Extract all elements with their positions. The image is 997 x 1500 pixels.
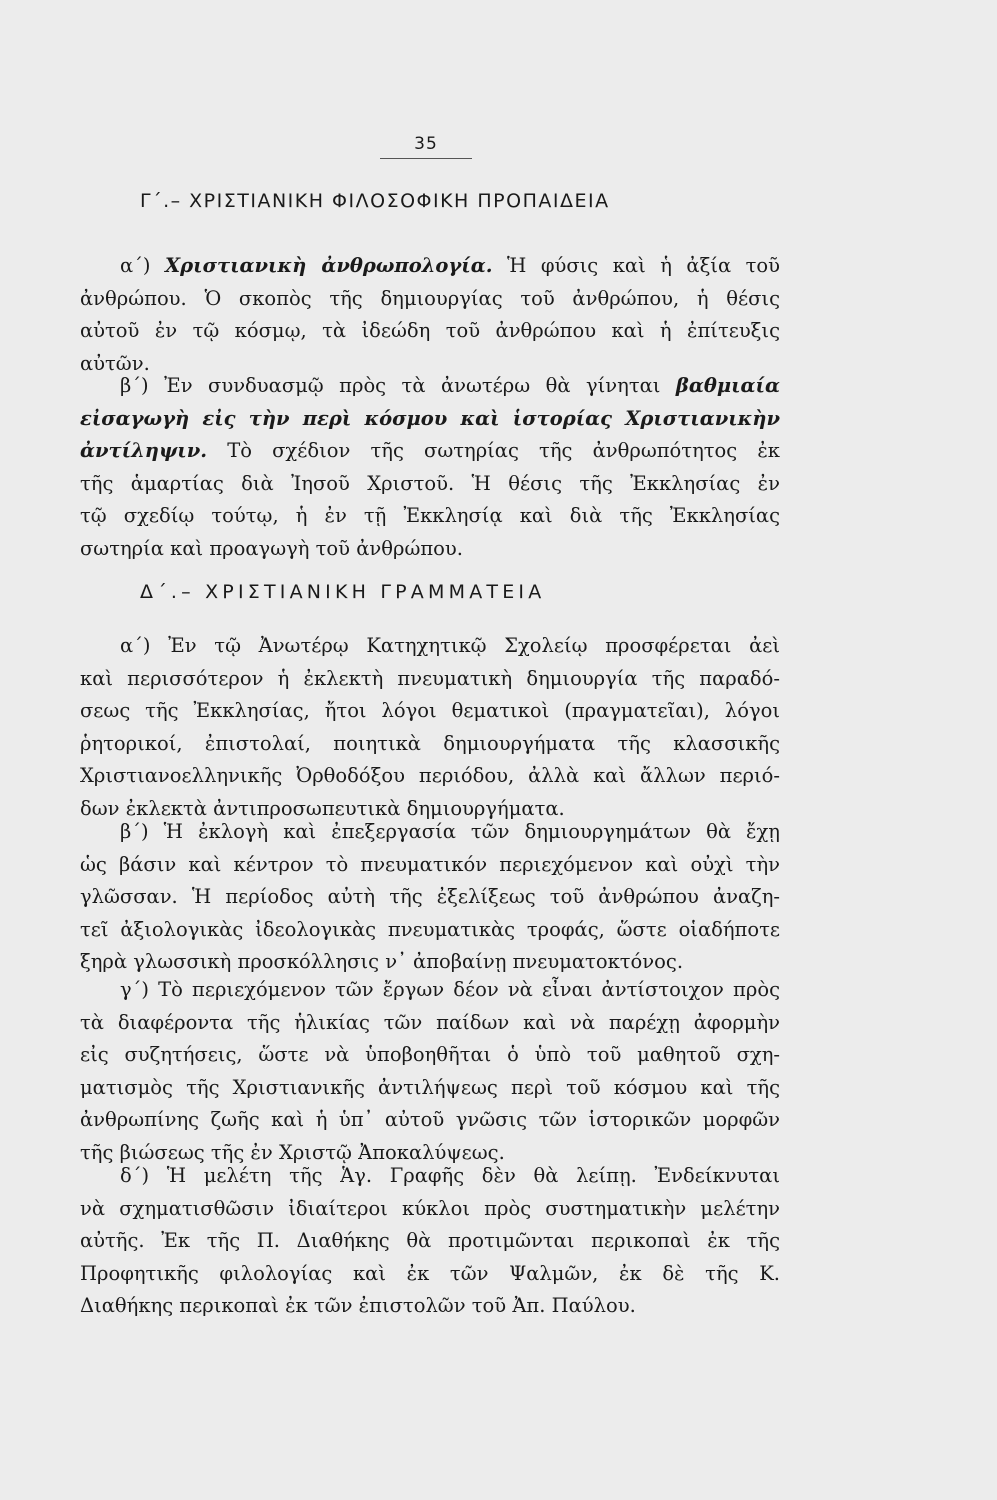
text-line: δ΄) Ἡ μελέτη τῆς Ἁγ. Γραφῆς δὲν θὰ λείπῃ. Ἐνδείκνυται [120, 1164, 780, 1187]
text-line: γλῶσσαν. Ἡ περίοδος αὐτὴ τῆς ἐξελίξεως τοῦ ἀνθρώπου ἀναζη- [80, 885, 780, 909]
text-line: δων ἐκλεκτὰ ἀντιπροσωπευτικὰ δημιουργήματα. [80, 796, 565, 820]
text-line: εἰς συζητήσεις, ὥστε νὰ ὑποβοηθῆται ὁ ὑπὸ τοῦ μαθητοῦ σχη- [80, 1043, 780, 1067]
text-line: τῆς ἁμαρτίας διὰ Ἰησοῦ Χριστοῦ. Ἡ θέσις τῆς Ἐκκλησίας ἐν [80, 471, 780, 495]
paragraph-d-c [80, 974, 780, 1170]
inline-emphasis: ἀντίληψιν. [80, 439, 208, 463]
paragraph-g-a [80, 250, 780, 380]
text-line: α΄) Χριστιανικὴ ἀνθρωπολογία. Ἡ φύσις καὶ ἡ ἀξία τοῦ [120, 254, 780, 277]
section-heading-g: Γ΄.– ΧΡΙΣΤΙΑΝΙΚΗ ΦΙΛΟΣΟΦΙΚΗ ΠΡΟΠΑΙΔΕΙΑ [140, 190, 610, 212]
section-heading-d: Δ΄.– ΧΡΙΣΤΙΑΝΙΚΗ ΓΡΑΜΜΑΤΕΙΑ [140, 581, 546, 603]
text-line: Χριστιανοελληνικῆς Ὀρθοδόξου περιόδου, ἀλλὰ καὶ ἄλλων περιό- [80, 764, 780, 788]
text-line: νὰ σχηματισθῶσιν ἰδιαίτεροι κύκλοι πρὸς συστηματικὴν μελέτην [80, 1196, 780, 1220]
text-line: ὡς βάσιν καὶ κέντρον τὸ πνευματικόν περιεχόμενον καὶ οὐχὶ τὴν [80, 852, 780, 876]
text-line: αὐτῆς. Ἐκ τῆς Π. Διαθήκης θὰ προτιμῶνται περικοπαὶ ἐκ τῆς [80, 1229, 780, 1253]
text-line: καὶ περισσότερον ἡ ἐκλεκτὴ πνευματικὴ δημιουργία τῆς παραδό- [80, 666, 780, 690]
text-line: σωτηρία καὶ προαγωγὴ τοῦ ἀνθρώπου. [80, 536, 463, 560]
text-line: β΄) Ἡ ἐκλογὴ καὶ ἐπεξεργασία τῶν δημιουργημάτων θὰ ἔχῃ [120, 820, 780, 843]
inline-emphasis: βαθμιαία [675, 374, 780, 397]
text-line: ἀνθρωπίνης ζωῆς καὶ ἡ ὑπ᾿ αὐτοῦ γνῶσις τῶν ἱστορικῶν μορφῶν [80, 1108, 780, 1132]
paragraph-d-b [80, 816, 780, 979]
text-line: ῥητορικοί, ἐπιστολαί, ποιητικὰ δημιουργήματα τῆς κλασσικῆς [80, 731, 780, 755]
inline-title: Χριστιανικὴ ἀνθρωπολογία. [165, 254, 493, 277]
text-line: τῆς βιώσεως τῆς ἐν Χριστῷ Ἀποκαλύψεως. [80, 1140, 505, 1164]
text-line: τὰ διαφέροντα τῆς ἡλικίας τῶν παίδων καὶ νὰ παρέχῃ ἀφορμὴν [80, 1010, 780, 1034]
text-line: Προφητικῆς φιλολογίας καὶ ἐκ τῶν Ψαλμῶν, ἐκ δὲ τῆς Κ. [80, 1261, 780, 1285]
paragraph-d-a [80, 630, 780, 826]
text-line: εἰσαγωγὴ εἰς τὴν περὶ κόσμου καὶ ἱστορίας Χριστιανικὴν [80, 406, 780, 430]
text-line: αὐτῶν. [80, 351, 150, 375]
page-number-rule [380, 158, 472, 159]
text-line: Διαθήκης περικοπαὶ ἐκ τῶν ἐπιστολῶν τοῦ Ἀπ. Παύλου. [80, 1294, 636, 1318]
text-line: τεῖ ἀξιολογικὰς ἰδεολογικὰς πνευματικὰς τροφάς, ὥστε οἱαδήποτε [80, 917, 780, 941]
paragraph-g-b [80, 370, 780, 566]
text-line: τῷ σχεδίῳ τούτῳ, ἡ ἐν τῇ Ἐκκλησίᾳ καὶ διὰ τῆς Ἐκκλησίας [80, 504, 780, 528]
text-line: αὐτοῦ ἐν τῷ κόσμῳ, τὰ ἰδεώδη τοῦ ἀνθρώπου καὶ ἡ ἐπίτευξις [80, 319, 780, 343]
page-number: 35 [414, 134, 438, 154]
text-line: γ΄) Τὸ περιεχόμενον τῶν ἔργων δέον νὰ εἶναι ἀντίστοιχον πρὸς [120, 978, 780, 1001]
paragraph-d-d [80, 1160, 780, 1323]
text-line: σεως τῆς Ἐκκλησίας, ἤτοι λόγοι θεματικοὶ (πραγματεῖαι), λόγοι [80, 699, 780, 723]
text-line: ματισμὸς τῆς Χριστιανικῆς ἀντιλήψεως περὶ τοῦ κόσμου καὶ τῆς [80, 1075, 780, 1099]
text-line: ξηρὰ γλωσσικὴ προσκόλλησις ν᾿ ἀποβαίνῃ πνευματοκτόνος. [80, 950, 684, 974]
text-line: ἀνθρώπου. Ὁ σκοπὸς τῆς δημιουργίας τοῦ ἀνθρώπου, ἡ θέσις [80, 286, 780, 310]
text-line: ἀντίληψιν. Τὸ σχέδιον τῆς σωτηρίας τῆς ἀνθρωπότητος ἐκ [80, 439, 780, 463]
text-line: α΄) Ἐν τῷ Ἀνωτέρῳ Κατηχητικῷ Σχολείῳ προσφέρεται ἀεὶ [120, 634, 780, 657]
text-line: β΄) Ἐν συνδυασμῷ πρὸς τὰ ἀνωτέρω θὰ γίνηται βαθμιαία [120, 374, 780, 397]
